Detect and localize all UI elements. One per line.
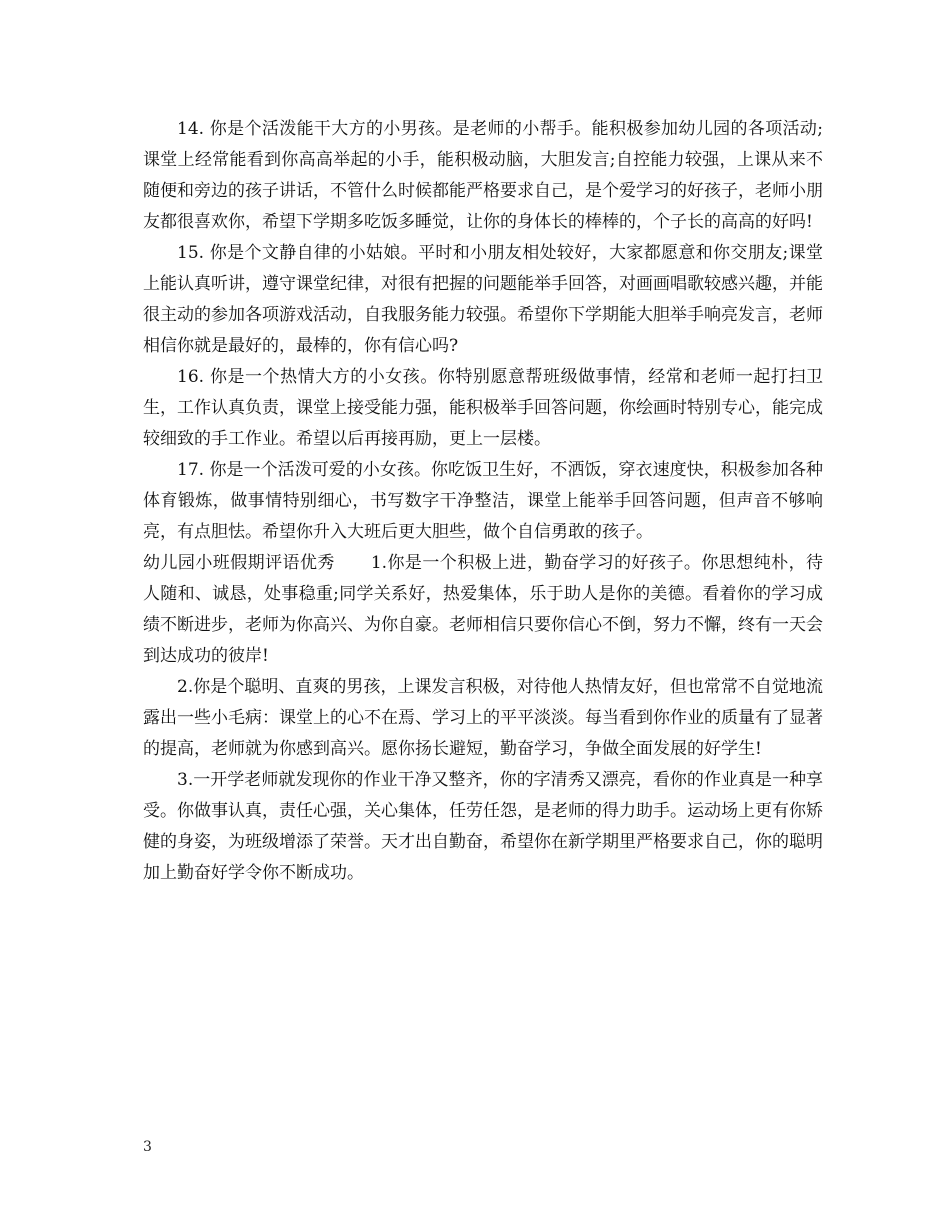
section-paragraph <box>143 548 823 672</box>
section-paragraph-3: 3.一开学老师就发现你的作业干净又整齐，你的字清秀又漂亮，看你的作业真是一种享受。你做事认真，责任心强，关心集体，任劳任怨，是老师的得力助手。运动场上更有你矫健的身姿，为班级增添了荣誉。天才出自勤奋，希望你在新学期里严格要求自己，你的聪明加上勤奋好学令你不断成功。 <box>143 770 823 883</box>
section-paragraph-2: 2.你是个聪明、直爽的男孩，上课发言积极，对待他人热情友好，但也常常不自觉地流露出一些小毛病：课堂上的心不在焉、学习上的平平淡淡。每当看到你作业的质量有了显著的提高，老师就为你感到高兴。愿你扬长避短，勤奋学习，争做全面发展的好学生! <box>143 677 823 759</box>
paragraph-16: 16. 你是一个热情大方的小女孩。你特别愿意帮班级做事情，经常和老师一起打扫卫生，工作认真负责，课堂上接受能力强，能积极举手回答问题，你绘画时特别专心，能完成较细致的手工作业。希望以后再接再励，更上一层楼。 <box>143 367 823 449</box>
page-number: 3 <box>143 1139 152 1155</box>
section-heading: 幼儿园小班假期评语优秀 <box>143 553 335 573</box>
section-paragraph-1: 1.你是一个积极上进，勤奋学习的好孩子。你思想纯朴，待人随和、诚恳，处事稳重;同学关系好，热爱集体，乐于助人是你的美德。看着你的学习成绩不断进步，老师为你高兴、为你自豪。老师相信只要你信心不倒，努力不懈，终有一天会到达成功的彼岸! <box>143 553 824 666</box>
paragraph-14: 14. 你是个活泼能干大方的小男孩。是老师的小帮手。能积极参加幼儿园的各项活动;课堂上经常能看到你高高举起的小手，能积极动脑，大胆发言;自控能力较强，上课从来不随便和旁边的孩子讲话，不管什么时候都能严格要求自己，是个爱学习的好孩子，老师小朋友都很喜欢你，希望下学期多吃饭多睡觉，让你的身体长的棒棒的，个子长的高高的好吗! <box>143 119 823 232</box>
paragraph-17: 17. 你是一个活泼可爱的小女孩。你吃饭卫生好，不洒饭，穿衣速度快，积极参加各种体育锻炼，做事情特别细心，书写数字干净整洁，课堂上能举手回答问题，但声音不够响亮，有点胆怯。希望你升入大班后更大胆些，做个自信勇敢的孩子。 <box>143 460 823 542</box>
document-body <box>143 114 823 889</box>
paragraph-15: 15. 你是个文静自律的小姑娘。平时和小朋友相处较好，大家都愿意和你交朋友;课堂上能认真听讲，遵守课堂纪律，对很有把握的问题能举手回答，对画画唱歌较感兴趣，并能很主动的参加各项游戏活动，自我服务能力较强。希望你下学期能大胆举手响亮发言，老师相信你就是最好的，最棒的，你有信心吗? <box>143 243 823 356</box>
